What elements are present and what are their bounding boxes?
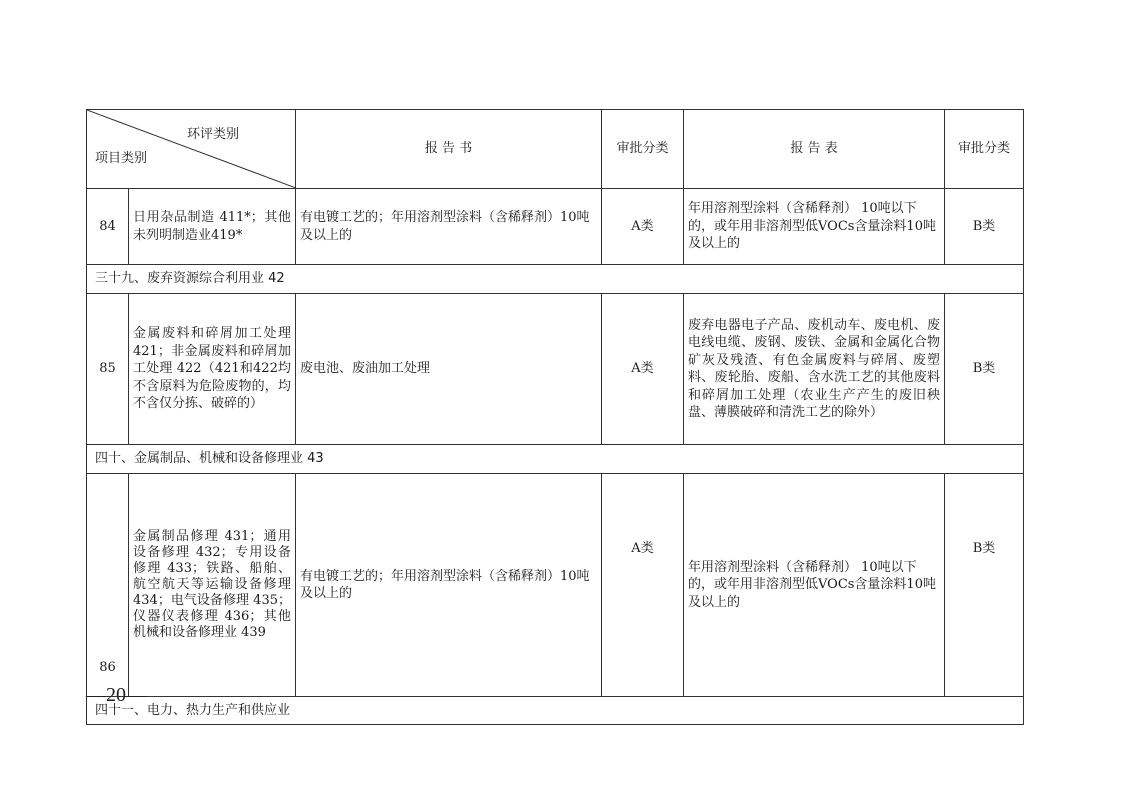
header-approval-class-1: 审批分类 (602, 110, 684, 189)
report-book-condition: 有电镀工艺的；年用溶剂型涂料（含稀释剂）10吨及以上的 (296, 474, 602, 697)
header-row (87, 110, 1024, 189)
section-row (87, 697, 1024, 725)
project-category: 金属制品修理 431；通用设备修理 432；专用设备修理 433；铁路、船舶、航空航天等运输设备修理 434；电气设备修理 435；仪器仪表修理 436；其他机械和设备修理业 439 (129, 474, 296, 697)
approval-class-a: A类 (602, 474, 684, 697)
classification-table (86, 109, 1024, 725)
approval-class-b: B类 (945, 189, 1024, 265)
diagonal-line (87, 110, 296, 188)
row-number: 86 (87, 474, 129, 697)
approval-class-b: B类 (945, 294, 1024, 445)
section-heading: 三十九、废弃资源综合利用业 42 (87, 265, 1024, 294)
section-row (87, 265, 1024, 294)
project-category: 金属废料和碎屑加工处理 421；非金属废料和碎屑加工处理 422（421和422均不含原料为危险废物的，均不含仅分拣、破碎的） (129, 294, 296, 445)
report-book-condition: 有电镀工艺的；年用溶剂型涂料（含稀释剂）10吨及以上的 (296, 189, 602, 265)
table-row (87, 189, 1024, 265)
project-category: 日用杂品制造 411*；其他未列明制造业419* (129, 189, 296, 265)
report-form-condition: 年用溶剂型涂料（含稀释剂） 10吨以下的，或年用非溶剂型低VOCs含量涂料10吨及以上的 (684, 474, 945, 697)
approval-class-b: B类 (945, 474, 1024, 697)
report-book-condition: 废电池、废油加工处理 (296, 294, 602, 445)
section-heading: 四十、金属制品、机械和设备修理业 43 (87, 445, 1024, 474)
header-report-book: 报 告 书 (296, 110, 602, 189)
page-number: —20— (86, 684, 146, 706)
header-corner-cell (87, 110, 296, 189)
approval-class-a: A类 (602, 294, 684, 445)
section-heading: 四十一、电力、热力生产和供应业 (87, 697, 1024, 725)
header-approval-class-2: 审批分类 (945, 110, 1024, 189)
section-row (87, 445, 1024, 474)
report-form-condition: 年用溶剂型涂料（含稀释剂） 10吨以下的，或年用非溶剂型低VOCs含量涂料10吨及以上的 (684, 189, 945, 265)
corner-bottom-label: 项目类别 (95, 151, 148, 166)
table-row (87, 294, 1024, 445)
row-number: 84 (87, 189, 129, 265)
table-row (87, 474, 1024, 697)
corner-top-label: 环评类别 (187, 127, 240, 142)
row-number: 85 (87, 294, 129, 445)
header-report-form: 报 告 表 (684, 110, 945, 189)
report-form-condition: 废弃电器电子产品、废机动车、废电机、废电线电缆、废钢、废铁、金属和金属化合物矿灰及残渣、有色金属废料与碎屑、废塑料、废轮胎、废船、含水洗工艺的其他废料和碎屑加工处理（农业生产产生的废旧秧盘、薄膜破碎和清洗工艺的除外） (684, 294, 945, 445)
approval-class-a: A类 (602, 189, 684, 265)
